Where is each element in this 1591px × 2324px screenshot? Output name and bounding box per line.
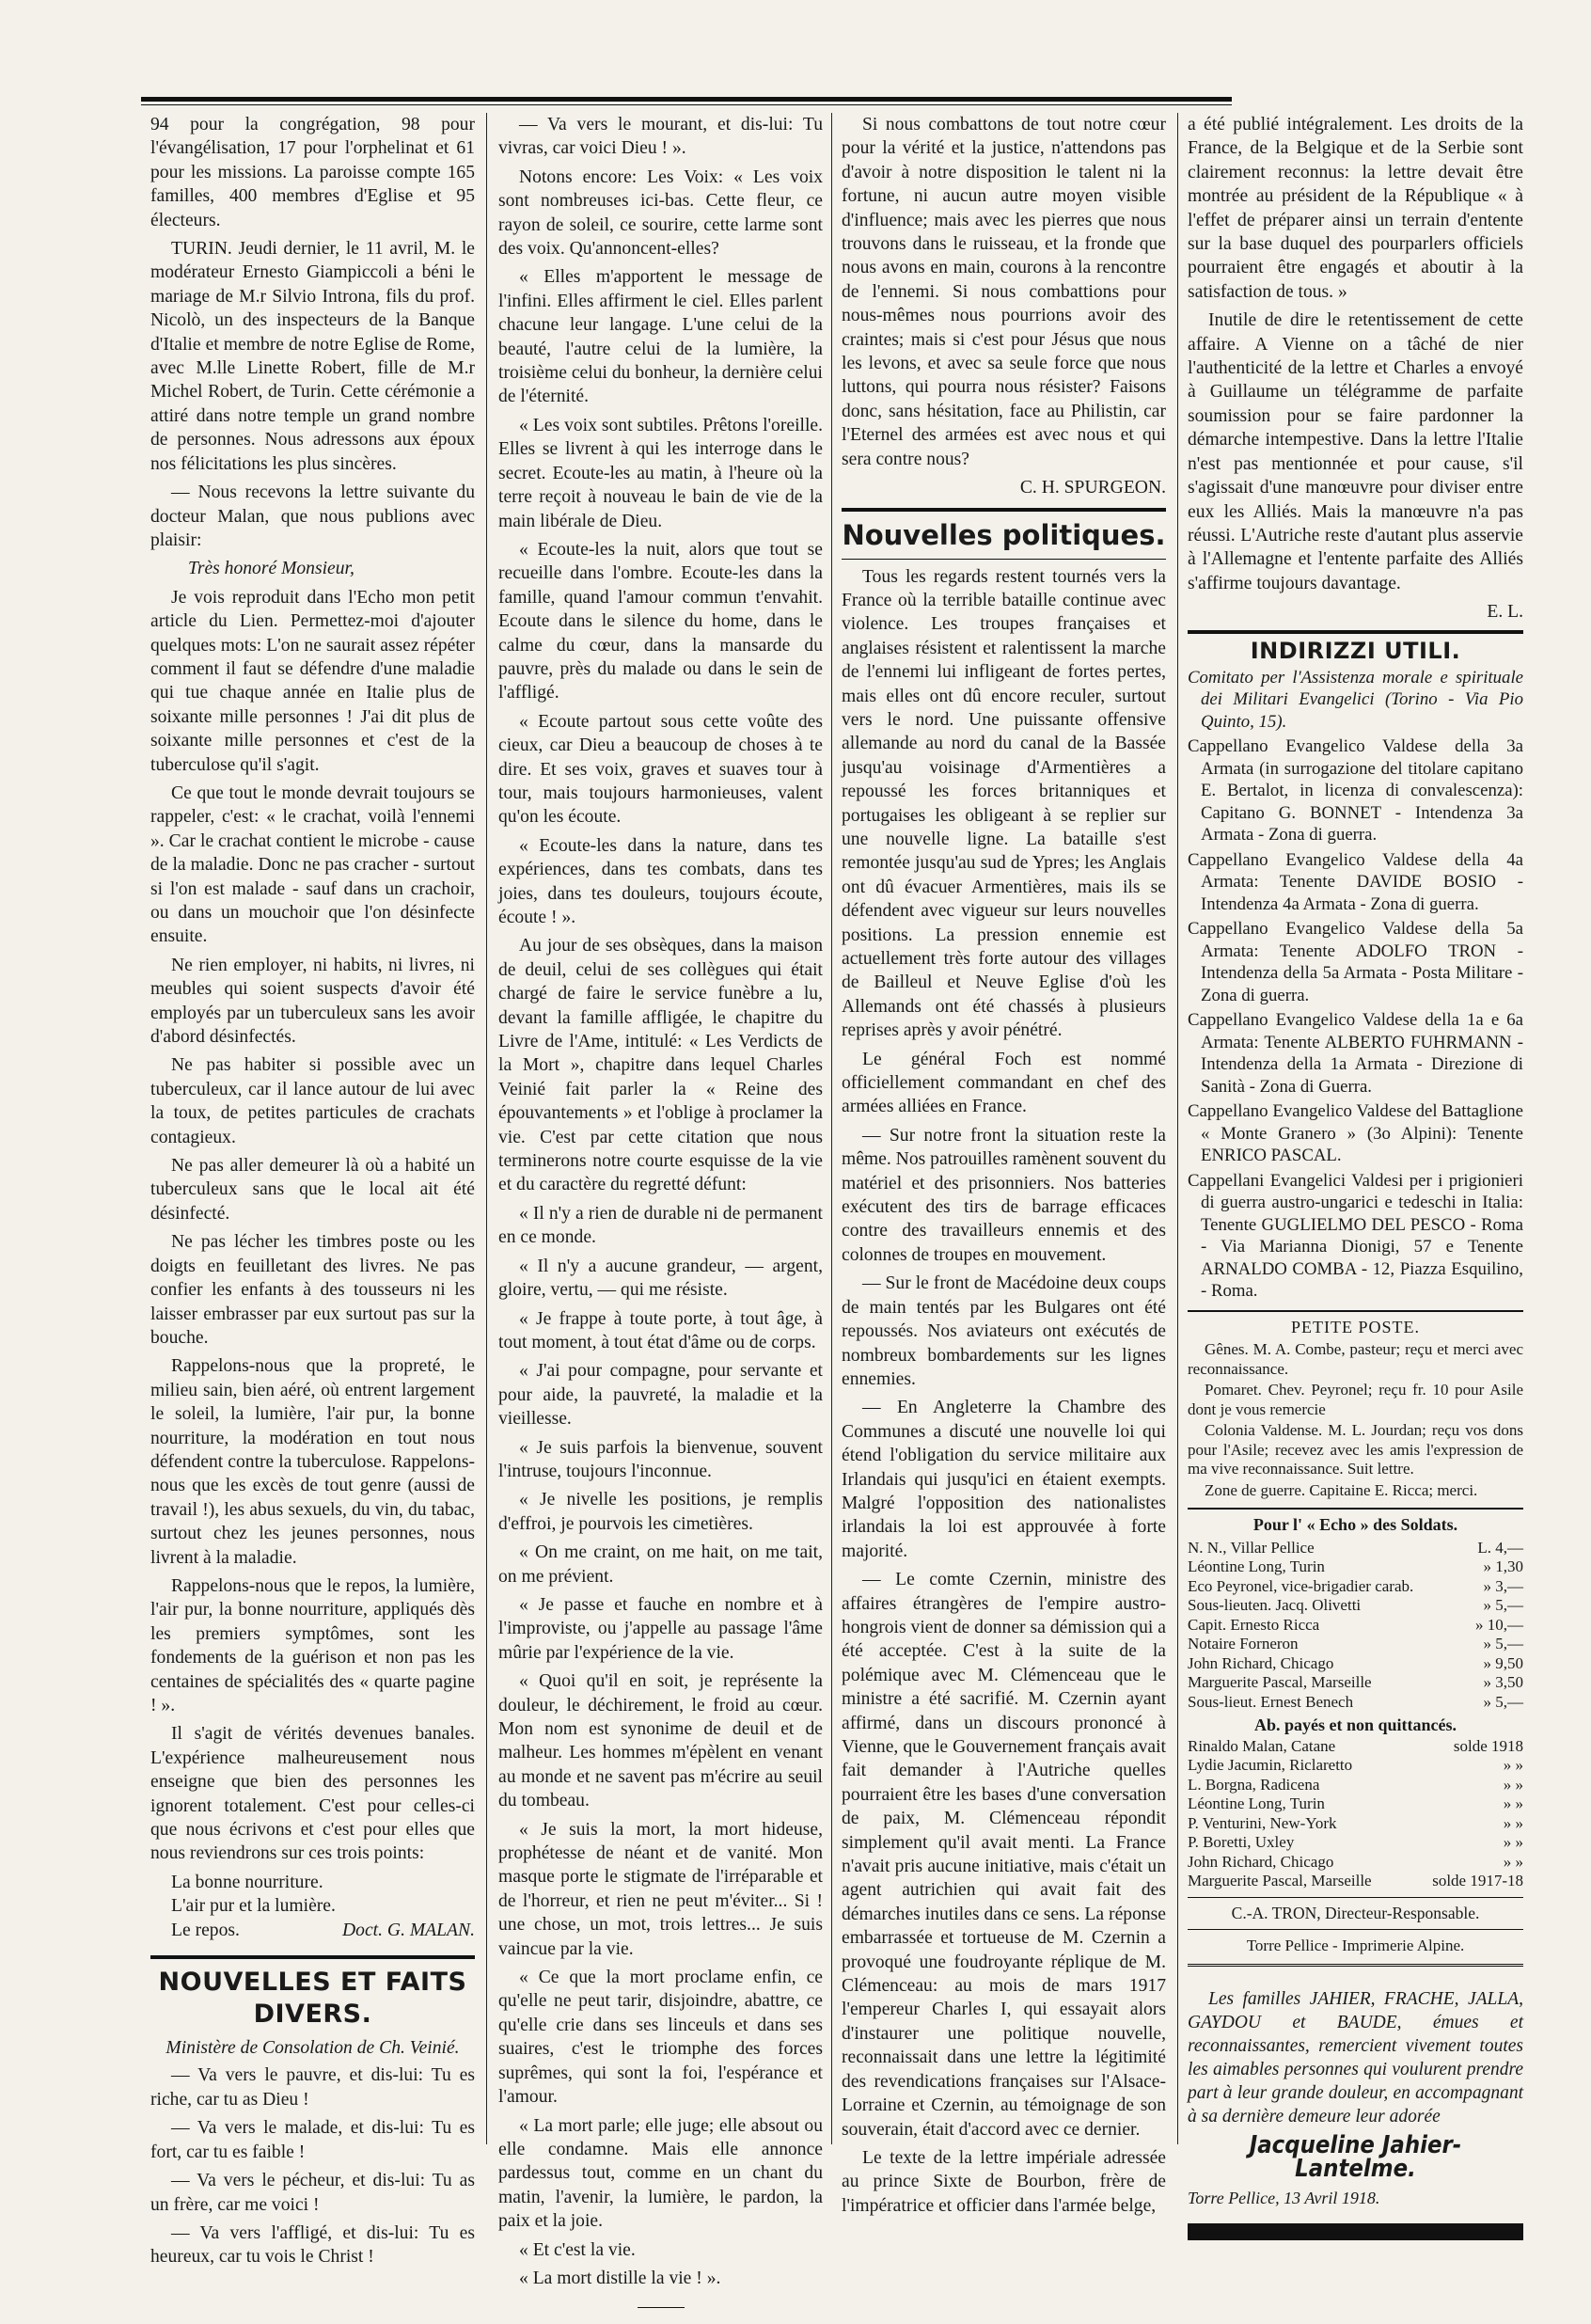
paragraph: Le texte de la lettre impériale adressée au prince Sixte de Bourbon, frère de l'impératrice et officier dans l'armée belge, xyxy=(842,2147,1166,2216)
paragraph: Notons encore: Les Voix: « Les voix sont nombreuses ici-bas. Cette fleur, ce rayon de soleil, ce sourire, cette larme sont des voix. Qu'annoncent-elles? xyxy=(498,166,823,260)
deceased-name: Jacqueline Jahier-Lantelme. xyxy=(1249,2130,1462,2183)
row-name: Léontine Long, Turin xyxy=(1188,1794,1325,1813)
column-2 xyxy=(498,113,823,2308)
column-4 xyxy=(1188,113,1523,2240)
paragraph: Tous les regards restent tournés vers la France où la terrible bataille continue avec violence. Les troupes françaises et anglaises résistent et ralentissent la marche de l'ennemi lui infligeant de fortes pertes, mais elles ont dû encore reculer, surtout vers le nord. Une puissante offensive allemande au nord du canal de la Bassée jusqu'au voisinage d'Armentières a repoussé les forces britanniques et portugaises les obligeant à se replier sur une nouvelle ligne. La bataille s'est remontée jusqu'au sud de Ypres; les Anglais ont dû évacuer Armentières, mais ils se défendent avec vigueur sur leurs nouvelles positions. La pression ennemie est actuellement très forte autour des villages de Bailleul et Neuve Eglise d'où les Allemands ont été chassés à plusieurs reprises après y avoir pénétré. xyxy=(842,566,1166,1041)
table-row xyxy=(1188,1635,1523,1654)
addresses-list xyxy=(1188,667,1523,1303)
letter-salutation: Très honoré Monsieur, xyxy=(188,559,354,579)
paragraph: « Je frappe à toute porte, à tout âge, à tout moment, à tout état d'âme ou de corps. xyxy=(498,1308,823,1352)
paragraph: — Le comte Czernin, ministre des affaires étrangères de l'empire austro-hongrois vient de donner sa démission qui a été acceptée. C'est à la suite de la polémique avec M. Clémenceau que le ministre a été sacrifié. M. Czernin ayant affirmé, dans un discours prononcé à Vienne, que le Gouvernement français avait fait demander à l'Autriche quelles pourraient être les bases d'une conversation de paix, M. Clémenceau répondit simplement qu'il avait menti. La France n'avait pris aucune initiative, mais c'était un agent autrichien qui avait fait des démarches inutiles dans ce sens. La réponse embarrassée et tortueuse de M. Czernin a provoqué une foudroyante réplique de M. Clémenceau: au mois de mars 1917 l'empereur Charles I, qui essayait alors d'instaurer une politique nouvelle, reconnaissait dans une lettre la légitimité des revendications françaises sur l'Alsace-Lorraine et Czernin, au témoignage de son souverain, était d'accord avec ce dernier. xyxy=(842,1570,1166,2140)
column-1 xyxy=(150,113,475,2274)
table-row xyxy=(1188,1596,1523,1616)
paragraph: Ne pas habiter si possible avec un tuberculeux, car il lance autour de lui avec la toux, de petites particules de crachats contagieux. xyxy=(150,1055,475,1147)
address-entry: Cappellano Evangelico Valdese della 1a e 6a Armata: Tenente ALBERTO FUHRMANN - Intendenza della 1a Armata - Direzione di Sanità - Zona di Guerra. xyxy=(1188,1010,1523,1097)
section-subheading: Ministère de Consolation de Ch. Veinié. xyxy=(165,2038,460,2059)
paragraph: « Ecoute partout sous cette voûte des cieux, car Dieu a beaucoup de choses à te dire. Et ses voix, graves et suaves tour à tour, mais toujours harmonieuses, valent qu'on les écoute. xyxy=(498,711,823,828)
row-name: Rinaldo Malan, Catane xyxy=(1188,1736,1336,1755)
column-divider xyxy=(486,113,487,2144)
address-entry: Cappellano Evangelico Valdese del Battaglione « Monte Granero » (3o Alpini): Tenente ENRICO PASCAL. xyxy=(1188,1101,1523,1166)
row-amount: » 5,— xyxy=(1483,1635,1523,1653)
article-signature: C. H. SPURGEON. xyxy=(1019,478,1166,498)
paragraph: TURIN. Jeudi dernier, le 11 avril, M. le modérateur Ernesto Giampiccoli a béni le mariage de M.r Silvio Introna, fils du prof. Nicolò, un des inspecteurs de la Banque d'Italie et membre de notre Eglise de Rome, avec M.lle Linette Robert, fille de M.r Michel Robert, de Turin. Cette cérémonie a attiré dans notre temple un grand nombre de personnes. Nous adressons aux époux nos félicitations les plus sincères. xyxy=(150,239,475,474)
table-row xyxy=(1188,1814,1523,1834)
paid-table xyxy=(1188,1737,1523,1891)
paragraph: « Je passe et fauche en nombre et à l'improviste, ou j'appelle au passage l'âme mûrie par l'expérience de la vie. xyxy=(498,1594,823,1663)
row-name: Marguerite Pascal, Marseille xyxy=(1188,1673,1372,1692)
table-row xyxy=(1188,1853,1523,1873)
paragraph: Je vois reproduit dans l'Echo mon petit article du Lien. Permettez-moi d'ajouter quelques mots: L'on ne saurait assez répéter comment il faut se défendre d'une maladie qui tue chaque année en Italie plus de soixante mille personnes ! J'ai dit plus de soixante mille personnes et c'est de la tuberculose qu'il s'agit. xyxy=(150,587,475,775)
row-amount: solde 1917-18 xyxy=(1432,1872,1523,1890)
notice-text: Les familles JAHIER, FRACHE, JALLA, GAYDOU et BAUDE, émues et reconnaissantes, remercient vivement toutes les aimables personnes qui voulurent prendre part à leur grande douleur, en accompagnant à sa dernière demeure leur adorée xyxy=(1188,1988,1523,2126)
section-heading: INDIRIZZI UTILI. xyxy=(1188,630,1523,663)
paragraph: « Elles m'apportent le message de l'infini. Elles affirment le ciel. Elles parlent chacune leur langage. L'une celui de la beauté, l'autre celui de la lumière, la troisième celui du bonheur, la dernière celui de l'éternité. xyxy=(498,267,823,407)
row-name: John Richard, Chicago xyxy=(1188,1653,1334,1672)
table-row xyxy=(1188,1776,1523,1795)
paragraph: Ne pas lécher les timbres poste ou les doigts en feuilletant des livres. Ne pas confier les enfants à des tousseurs ni les laisser embrasser par eux surtout pas sur la bouche. xyxy=(150,1232,475,1348)
row-amount: solde 1918 xyxy=(1453,1736,1523,1755)
paragraph: « Ecoute-les la nuit, alors que tout se recueille dans l'ombre. Ecoute-les dans la famille, quand l'amour commun t'envahit. Ecoute dans le silence du home, dans le calme du cœur, dans la mansarde du pauvre, près du malade ou dans le sein de l'affligé. xyxy=(498,539,823,704)
table-row xyxy=(1188,1539,1523,1558)
paragraph: « Quoi qu'il en soit, je représente la douleur, le déchirement, le froid au cœur. Mon nom est synonime de deuil et de malheur. Les hommes m'épèlent en venant au monde et ne savent pas m'écrire au seuil du tombeau. xyxy=(498,1671,823,1811)
section-heading: Nouvelles politiques. xyxy=(842,508,1166,560)
section-heading: NOUVELLES ET FAITS DIVERS. xyxy=(150,1955,475,2031)
paragraph: — Va vers l'affligé, et dis-lui: Tu es heureux, car tu vois le Christ ! xyxy=(150,2222,475,2268)
paragraph: Ne rien employer, ni habits, ni livres, ni meubles qui soient suspects d'avoir été employés par un tuberculeux sans les avoir d'abord désinfectés. xyxy=(150,955,475,1048)
row-amount: L. 4,— xyxy=(1477,1538,1523,1557)
paragraph: « Je suis parfois la bienvenue, souvent l'intruse, toujours l'inconnue. xyxy=(498,1437,823,1481)
section-heading: PETITE POSTE. xyxy=(1291,1317,1420,1336)
row-name: Léontine Long, Turin xyxy=(1188,1557,1325,1576)
row-name: Lydie Jacumin, Riclaretto xyxy=(1188,1756,1353,1775)
paragraph: a été publié intégralement. Les droits de la France, de la Belgique et de la Serbie sont clairement reconnus: la lettre devait être montrée au président de la République « à l'effet de préparer ainsi un terrain d'entente sur la base duquel des pourparlers officiels pourraient être engagés et aboutir à la satisfaction de tous. » xyxy=(1188,115,1523,302)
petite-poste xyxy=(1188,1310,1523,1501)
paragraph: Ne pas aller demeurer là où a habité un tuberculeux sans que le local ait été désinfecté. xyxy=(150,1156,475,1224)
paragraph: — Va vers le mourant, et dis-lui: Tu vivras, car voici Dieu ! ». xyxy=(498,115,823,159)
poste-entry: Colonia Valdense. M. L. Jourdan; reçu vos dons pour l'Asile; recevez avec les amis l'expression de ma vive reconnaissance. Suit lettre. xyxy=(1188,1421,1523,1478)
table-row xyxy=(1188,1693,1523,1713)
paragraph: « Ecoute-les dans la nature, dans tes expériences, dans tes combats, dans tes joies, dans tes douleurs, toujours écoute, écoute ! ». xyxy=(498,835,823,927)
paragraph: Ce que tout le monde devrait toujours se rappeler, c'est: « le crachat, voilà l'ennemi ». Car le crachat contient le microbe - cause de la maladie. Donc ne pas cracher - surtout si l'on est malade - sauf dans un crachoir, ou dans un mouchoir que l'on désinfecte ensuite. xyxy=(150,783,475,947)
paragraph: — Nous recevons la lettre suivante du docteur Malan, que nous publions avec plaisir: xyxy=(150,482,475,550)
address-entry: Comitato per l'Assistenza morale e spirituale dei Militari Evangelici (Torino - Via Pio Quinto, 15). xyxy=(1188,667,1523,732)
address-entry: Cappellano Evangelico Valdese della 5a Armata: Tenente ADOLFO TRON - Intendenza della 5a Armata - Posta Militare - Zona di guerra. xyxy=(1188,919,1523,1005)
paragraph: — Va vers le pécheur, et dis-lui: Tu as un frère, car me voici ! xyxy=(150,2171,475,2215)
poste-entry: Zone de guerre. Capitaine E. Ricca; merci. xyxy=(1205,1480,1478,1499)
paragraph: « La mort distille la vie ! ». xyxy=(519,2268,721,2288)
paragraph: « La mort parle; elle juge; elle absout ou elle condamne. Mais elle annonce pardessus tout, comme en un chant du matin, l'avenir, la lumière, le pardon, la paix et la joie. xyxy=(498,2115,823,2232)
poste-entry: Pomaret. Chev. Peyronel; reçu fr. 10 pour Asile dont je vous remercie xyxy=(1188,1381,1523,1418)
subscriptions xyxy=(1188,1508,1523,1891)
paragraph: — Va vers le pauvre, et dis-lui: Tu es riche, car tu as Dieu ! xyxy=(150,2065,475,2110)
row-name: John Richard, Chicago xyxy=(1188,1852,1334,1871)
row-name: Capit. Ernesto Ricca xyxy=(1188,1615,1320,1634)
end-rule xyxy=(638,2307,685,2308)
paragraph: Rappelons-nous que la propreté, le milieu sain, bien aéré, où entrent largement le soleil, la lumière, l'air pur, la bonne nourriture, la modération en tout nous défendent contre la tuberculose. Rappelons-nous que les excès de tout genre (aussi de travail !), les abus sexuels, du vin, du tabac, surtout chez les jeunes personnes, nous livrent à la maladie. xyxy=(150,1356,475,1568)
paragraph: — Va vers le malade, et dis-lui: Tu es fort, car tu es faible ! xyxy=(150,2118,475,2162)
row-amount: » » xyxy=(1503,1852,1523,1871)
printer-line: Torre Pellice - Imprimerie Alpine. xyxy=(1188,1929,1523,1966)
paragraph: Si nous combattons de tout notre cœur pour la vérité et la justice, n'attendons pas d'avoir à notre disposition le talent ni la fortune, ni aucun autre moyen visible d'influence; mais avec les pierres que nous trouvons dans le ruisseau, et la fronde que nous avons en main, courons à la rencontre de l'ennemi. Si nous combattions pour nous-mêmes nous pourrions avoir des craintes; mais si c'est pour Jésus que nous les levons, et avec sa seule force que nous luttons, qui pourra nous résister? Faisons donc, sans hésitation, face au Philistin, car l'Eternel des armées est avec nous et qui sera contre nous? xyxy=(842,115,1166,469)
section-heading: Pour l' « Echo » des Soldats. xyxy=(1252,1515,1458,1535)
paragraph: « Je nivelle les positions, je remplis d'effroi, je pourvois les cimetières. xyxy=(498,1490,823,1534)
row-amount: » 3,— xyxy=(1483,1576,1523,1595)
list-item-text: Le repos. xyxy=(171,1920,240,1940)
paragraph: « Ce que la mort proclame enfin, ce qu'elle ne peut tarir, disjoindre, abattre, ce qu'elle crie dans ses linceuls et dans ses suaires, c'est le triomphe des forces suprêmes, qui sont la foi, l'espérance et l'amour. xyxy=(498,1968,823,2108)
paragraph: — Sur le front de Macédoine deux coups de main tentés par les Bulgares ont été repoussés. Nos aviateurs ont exécutés de nombreux bombardements sur les lignes ennemies. xyxy=(842,1273,1166,1389)
paragraph: « Les voix sont subtiles. Prêtons l'oreille. Elles se livrent à qui les interroge dans le secret. Ecoute-les au matin, à l'heure où la terre reçoit à nouveau le bain de vie de la main libérale de Dieu. xyxy=(498,415,823,531)
table-row xyxy=(1188,1872,1523,1891)
column-divider xyxy=(831,113,832,2144)
table-row xyxy=(1188,1833,1523,1853)
list-item: L'air pur et la lumière. xyxy=(171,1896,336,1917)
row-name: P. Venturini, New-York xyxy=(1188,1813,1337,1832)
paragraph: — Sur notre front la situation reste la même. Nos patrouilles ramènent souvent du matériel et des prisonniers. Nos batteries exécutent des tirs de barrage efficaces contre des travailleurs ennemis et des colonnes de troupes en mouvement. xyxy=(842,1125,1166,1265)
row-amount: » 9,50 xyxy=(1483,1653,1523,1672)
row-amount: » 10,— xyxy=(1475,1615,1523,1634)
paragraph: Il s'agit de vérités devenues banales. L'expérience malheureusement nous enseigne que bien des personnes les ignorent totalement. C'est pour celles-ci que nous écrivons et c'est pour elles que nous reviendrons sur ces trois points: xyxy=(150,1724,475,1864)
row-name: N. N., Villar Pellice xyxy=(1188,1538,1315,1557)
place-date: Torre Pellice, 13 Avril 1918. xyxy=(1188,2188,1380,2207)
table-row xyxy=(1188,1673,1523,1693)
row-name: Marguerite Pascal, Marseille xyxy=(1188,1872,1372,1890)
row-name: L. Borgna, Radicena xyxy=(1188,1775,1320,1794)
row-amount: » » xyxy=(1503,1794,1523,1813)
row-amount: » » xyxy=(1503,1813,1523,1832)
section-heading: Ab. payés et non quittancés. xyxy=(1253,1715,1457,1735)
paragraph: Rappelons-nous que le repos, la lumière, l'air pur, la bonne nourriture, appliqués dès les premiers symptômes, sont les fondements de la guérison et non pas les centaines de spécialités des « quarte pagine ! ». xyxy=(150,1575,475,1715)
paragraph: Le général Foch est nommé officiellement commandant en chef des armées alliées en France. xyxy=(842,1049,1166,1117)
row-amount: » 3,50 xyxy=(1483,1673,1523,1692)
row-amount: » 5,— xyxy=(1483,1596,1523,1615)
row-amount: » » xyxy=(1503,1756,1523,1775)
mourning-band xyxy=(1188,2223,1523,2240)
paragraph: Inutile de dire le retentissement de cette affaire. A Vienne on a tâché de nier l'authenticité de la lettre et Charles a envoyé à Guillaume un télégramme de parfaite soumission pour se faire pardonner la démarche intempestive. Dans la lettre l'Italie n'est pas mentionnée et pour cause, s'il s'agissait d'une manœuvre pour diviser entre eux les Alliés. Mais la manœuvre n'a pas réussi. L'Autriche reste d'autant plus asservie à l'Allemagne et l'entente parfaite des Alliés s'affirme toujours davantage. xyxy=(1188,310,1523,593)
paragraph: « Il n'y a aucune grandeur, — argent, gloire, vertu, — qui me résiste. xyxy=(498,1256,823,1301)
row-name: Sous-lieuten. Jacq. Olivetti xyxy=(1188,1596,1362,1615)
paragraph: 94 pour la congrégation, 98 pour l'évangélisation, 17 pour l'orphelinat et 61 pour les missions. La paroisse compte 165 familles, 400 membres d'Eglise et 95 électeurs. xyxy=(150,115,475,230)
address-entry: Cappellano Evangelico Valdese della 4a Armata: Tenente DAVIDE BOSIO - Intendenza 4a Armata - Zona di guerra. xyxy=(1188,849,1523,914)
column-divider xyxy=(1177,113,1178,2144)
row-name: Notaire Forneron xyxy=(1188,1635,1299,1653)
paragraph: « Et c'est la vie. xyxy=(519,2239,636,2260)
table-row xyxy=(1188,1737,1523,1757)
poste-entry: Gênes. M. A. Combe, pasteur; reçu et merci avec reconnaissance. xyxy=(1188,1340,1523,1378)
obituary-notice xyxy=(1188,1987,1523,2240)
paragraph: « Il n'y a rien de durable ni de permanent en ce monde. xyxy=(498,1203,823,1248)
table-row xyxy=(1188,1794,1523,1814)
paragraph: « Je suis la mort, la mort hideuse, prophétesse de néant et de vanité. Mon masque porte le stigmate de l'irréparable et de l'horreur, et rien ne peut m'éviter... Si ! une chose, un mot, trois lettres... Je suis vaincue par la vie. xyxy=(498,1819,823,1959)
article-signature: Doct. G. MALAN. xyxy=(342,1920,475,1940)
row-amount: » » xyxy=(1503,1833,1523,1852)
paragraph: — En Angleterre la Chambre des Communes a discuté une nouvelle loi qui étend l'obligation du service militaire aux Irlandais qui jusqu'ici en étaient exempts. Malgré l'opposition des nationalistes irlandais la loi est approuvée à forte majorité. xyxy=(842,1398,1166,1561)
table-row xyxy=(1188,1577,1523,1597)
table-row xyxy=(1188,1616,1523,1636)
list-item: La bonne nourriture. xyxy=(171,1872,323,1892)
row-name: Eco Peyronel, vice-brigadier carab. xyxy=(1188,1576,1414,1595)
row-amount: » 5,— xyxy=(1483,1692,1523,1711)
row-amount: » 1,30 xyxy=(1483,1557,1523,1576)
table-row xyxy=(1188,1557,1523,1577)
row-name: P. Boretti, Uxley xyxy=(1188,1833,1295,1852)
director-line: C.-A. TRON, Directeur-Responsable. xyxy=(1188,1897,1523,1925)
paragraph: Au jour de ses obsèques, dans la maison de deuil, celui de ses collègues qui était chargé de faire le service funèbre a lu, devant la famille affligée, le chapitre du Livre de l'Ame, intitulé: « Les Verdicts de la Mort », chapitre dans lequel Charles Veinié fait parler la « Reine des épouvantements » et l'oblige à proclamer la vie. C'est par cette citation que nous terminerons notre courte esquisse de la vie et du caractère du regretté défunt: xyxy=(498,936,823,1195)
row-amount: » » xyxy=(1503,1775,1523,1794)
address-entry: Cappellani Evangelici Valdesi per i prigionieri di guerra austro-ungarici e tedeschi in Italia: Tenente GUGLIELMO DEL PESCO - Roma - Via Marianna Dionigi, 57 e Tenente ARNALDO COMBA - 12, Piazza Esquilino, - Roma. xyxy=(1188,1170,1523,1302)
column-3 xyxy=(842,113,1166,2222)
table-row xyxy=(1188,1756,1523,1776)
top-rule xyxy=(141,97,1232,105)
paragraph: « J'ai pour compagne, pour servante et pour aide, la pauvreté, la maladie et la vieillesse. xyxy=(498,1361,823,1430)
row-name: Sous-lieut. Ernest Benech xyxy=(1188,1692,1354,1711)
paragraph: « On me craint, on me hait, on me tait, on me prévient. xyxy=(498,1542,823,1587)
address-entry: Cappellano Evangelico Valdese della 3a Armata (in surrogazione del titolare capitano E. Bertalot, in licenza di convalescenza): Capitano G. BONNET - Intendenza 3a Armata - Zona di guerra. xyxy=(1188,736,1523,846)
article-signature: E. L. xyxy=(1487,602,1523,623)
subscriptions-table xyxy=(1188,1539,1523,1713)
table-row xyxy=(1188,1654,1523,1674)
list-item xyxy=(150,1919,475,1942)
